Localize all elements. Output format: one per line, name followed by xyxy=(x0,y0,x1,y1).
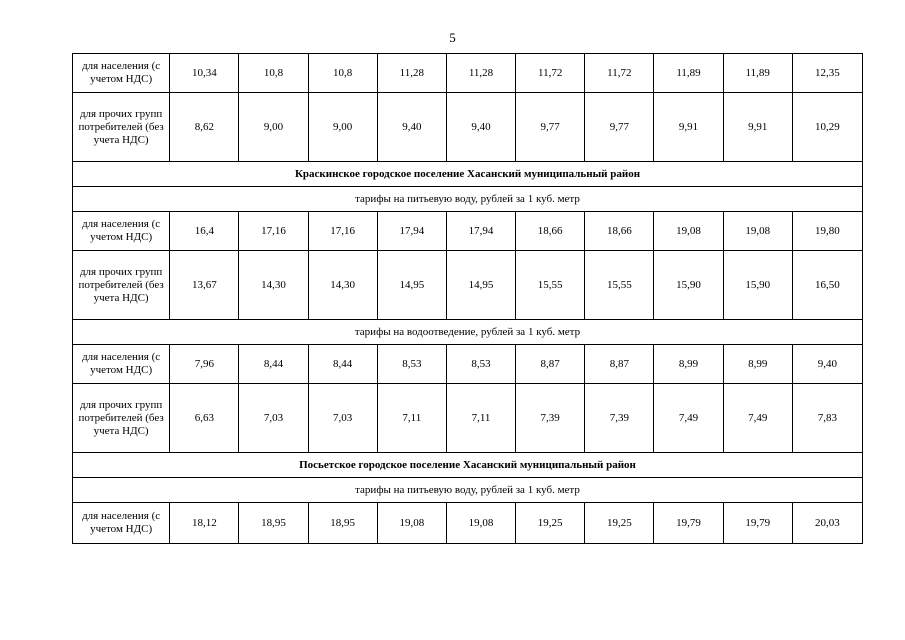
tariff-value: 7,03 xyxy=(239,384,308,453)
tariff-value: 8,53 xyxy=(446,345,515,384)
tariff-value: 18,95 xyxy=(239,503,308,544)
tariff-value: 16,4 xyxy=(170,212,239,251)
tariff-value: 19,08 xyxy=(723,212,792,251)
settlement-heading: Краскинское городское поселение Хасанский муниципальный район xyxy=(73,162,863,187)
tariff-row xyxy=(73,251,863,320)
tariff-value: 17,94 xyxy=(446,212,515,251)
row-label-other: для прочих групп потребителей (без учета НДС) xyxy=(73,251,170,320)
tariff-value: 18,66 xyxy=(516,212,585,251)
tariff-value: 9,40 xyxy=(377,93,446,162)
tariff-type-heading: тарифы на водоотведение, рублей за 1 куб. метр xyxy=(73,320,863,345)
tariff-value: 11,72 xyxy=(585,54,654,93)
tariff-value: 16,50 xyxy=(792,251,862,320)
tariff-value: 10,34 xyxy=(170,54,239,93)
tariff-value: 7,39 xyxy=(585,384,654,453)
tariff-table xyxy=(72,53,863,544)
tariff-value: 15,90 xyxy=(654,251,723,320)
tariff-value: 12,35 xyxy=(792,54,862,93)
tariff-value: 18,66 xyxy=(585,212,654,251)
tariff-row xyxy=(73,54,863,93)
tariff-value: 19,25 xyxy=(585,503,654,544)
tariff-value: 9,91 xyxy=(723,93,792,162)
tariff-table-body xyxy=(73,54,863,544)
tariff-row xyxy=(73,503,863,544)
tariff-value: 9,77 xyxy=(585,93,654,162)
tariff-value: 7,83 xyxy=(792,384,862,453)
tariff-value: 19,80 xyxy=(792,212,862,251)
tariff-type-heading: тарифы на питьевую воду, рублей за 1 куб. метр xyxy=(73,478,863,503)
row-label-other: для прочих групп потребителей (без учета НДС) xyxy=(73,384,170,453)
tariff-value: 13,67 xyxy=(170,251,239,320)
tariff-value: 11,72 xyxy=(516,54,585,93)
tariff-value: 7,03 xyxy=(308,384,377,453)
tariff-value: 17,94 xyxy=(377,212,446,251)
row-label-population: для населения (с учетом НДС) xyxy=(73,345,170,384)
tariff-row xyxy=(73,212,863,251)
tariff-value: 19,08 xyxy=(654,212,723,251)
tariff-value: 7,49 xyxy=(723,384,792,453)
tariff-value: 17,16 xyxy=(239,212,308,251)
tariff-value: 8,44 xyxy=(308,345,377,384)
row-label-population: для населения (с учетом НДС) xyxy=(73,503,170,544)
tariff-value: 9,91 xyxy=(654,93,723,162)
tariff-value: 15,55 xyxy=(585,251,654,320)
tariff-value: 19,08 xyxy=(446,503,515,544)
tariff-value: 7,96 xyxy=(170,345,239,384)
tariff-value: 8,44 xyxy=(239,345,308,384)
tariff-value: 8,99 xyxy=(723,345,792,384)
tariff-value: 9,00 xyxy=(308,93,377,162)
settlement-heading-row xyxy=(73,162,863,187)
tariff-value: 14,30 xyxy=(308,251,377,320)
tariff-value: 11,28 xyxy=(377,54,446,93)
tariff-value: 9,00 xyxy=(239,93,308,162)
row-label-population: для населения (с учетом НДС) xyxy=(73,54,170,93)
tariff-value: 8,99 xyxy=(654,345,723,384)
tariff-value: 15,90 xyxy=(723,251,792,320)
tariff-row xyxy=(73,93,863,162)
page-number: 5 xyxy=(449,30,456,45)
tariff-value: 7,11 xyxy=(377,384,446,453)
tariff-value: 8,53 xyxy=(377,345,446,384)
tariff-value: 6,63 xyxy=(170,384,239,453)
tariff-value: 8,87 xyxy=(516,345,585,384)
tariff-value: 7,39 xyxy=(516,384,585,453)
tariff-value: 18,12 xyxy=(170,503,239,544)
tariff-value: 10,29 xyxy=(792,93,862,162)
tariff-value: 15,55 xyxy=(516,251,585,320)
tariff-value: 7,11 xyxy=(446,384,515,453)
settlement-heading: Посьетское городское поселение Хасанский муниципальный район xyxy=(73,453,863,478)
tariff-value: 10,8 xyxy=(308,54,377,93)
tariff-value: 19,25 xyxy=(516,503,585,544)
tariff-value: 7,49 xyxy=(654,384,723,453)
tariff-value: 17,16 xyxy=(308,212,377,251)
tariff-value: 11,89 xyxy=(654,54,723,93)
tariff-value: 11,89 xyxy=(723,54,792,93)
tariff-value: 19,79 xyxy=(723,503,792,544)
row-label-population: для населения (с учетом НДС) xyxy=(73,212,170,251)
tariff-type-row xyxy=(73,187,863,212)
tariff-value: 11,28 xyxy=(446,54,515,93)
tariff-value: 14,95 xyxy=(446,251,515,320)
tariff-value: 9,77 xyxy=(516,93,585,162)
settlement-heading-row xyxy=(73,453,863,478)
tariff-value: 14,95 xyxy=(377,251,446,320)
tariff-type-row xyxy=(73,320,863,345)
tariff-value: 8,87 xyxy=(585,345,654,384)
tariff-row xyxy=(73,384,863,453)
tariff-row xyxy=(73,345,863,384)
tariff-value: 9,40 xyxy=(446,93,515,162)
tariff-value: 8,62 xyxy=(170,93,239,162)
tariff-value: 19,08 xyxy=(377,503,446,544)
tariff-value: 19,79 xyxy=(654,503,723,544)
tariff-type-heading: тарифы на питьевую воду, рублей за 1 куб. метр xyxy=(73,187,863,212)
tariff-value: 9,40 xyxy=(792,345,862,384)
row-label-other: для прочих групп потребителей (без учета НДС) xyxy=(73,93,170,162)
tariff-value: 18,95 xyxy=(308,503,377,544)
tariff-value: 20,03 xyxy=(792,503,862,544)
tariff-type-row xyxy=(73,478,863,503)
tariff-value: 10,8 xyxy=(239,54,308,93)
tariff-value: 14,30 xyxy=(239,251,308,320)
